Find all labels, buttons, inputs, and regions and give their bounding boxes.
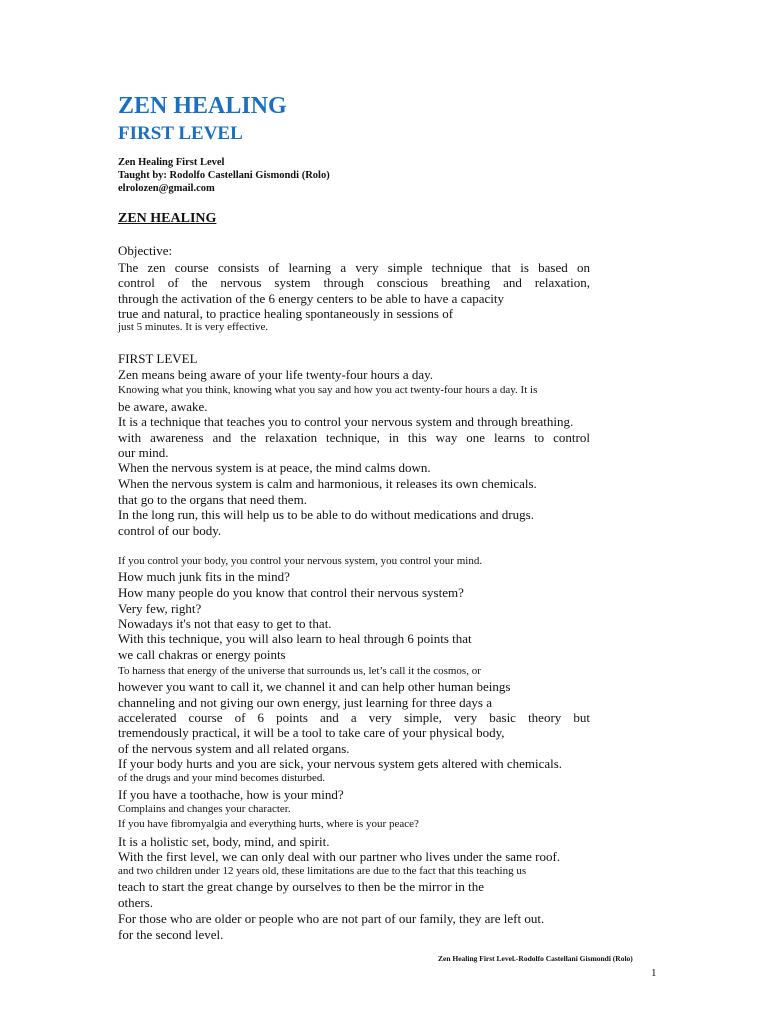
body-line: be aware, awake.	[118, 399, 208, 414]
body-line: for the second level.	[118, 927, 224, 942]
body-line: FIRST LEVEL	[118, 351, 198, 366]
body-line: Nowadays it's not that easy to get to that.	[118, 616, 332, 631]
body-line: channeling and not giving our own energy, just learning for three days a	[118, 695, 493, 710]
body-line: When the nervous system is at peace, the mind calms down.	[118, 460, 431, 475]
body-line: If your body hurts and you are sick, your nervous system gets altered with chemicals.	[118, 756, 563, 771]
body-line: It is a technique that teaches you to control your nervous system and through breathing.	[118, 414, 574, 429]
section-heading: ZEN HEALING	[118, 211, 217, 226]
body-line: For those who are older or people who are not part of our family, they are left out.	[118, 911, 545, 926]
body-line: The zen course consists of learning a very simple technique that is based on	[118, 260, 590, 275]
body-line: we call chakras or energy points	[118, 647, 286, 662]
body-line: Objective:	[118, 243, 173, 258]
body-line: through the activation of the 6 energy centers to be able to have a capacity	[118, 291, 504, 306]
body-line: Zen means being aware of your life twenty-four hours a day.	[118, 367, 434, 382]
body-line: however you want to call it, we channel it and can help other human beings	[118, 679, 511, 694]
body-line: others.	[118, 895, 154, 910]
body-line: In the long run, this will help us to be able to do without medications and drugs.	[118, 507, 534, 522]
body-line: accelerated course of 6 points and a very simple, very basic theory but	[118, 710, 590, 725]
body-line: control of the nervous system through conscious breathing and relaxation,	[118, 275, 590, 290]
body-line: and two children under 12 years old, these limitations are due to the fact that this teaching us	[118, 865, 527, 877]
body-line: of the drugs and your mind becomes disturbed.	[118, 772, 326, 784]
body-line: Knowing what you think, knowing what you say and how you act twenty-four hours a day. It is	[118, 384, 538, 396]
body-line: How many people do you know that control their nervous system?	[118, 585, 464, 600]
body-line: teach to start the great change by ourselves to then be the mirror in the	[118, 879, 485, 894]
body-line: that go to the organs that need them.	[118, 492, 307, 507]
teacher-line: Taught by: Rodolfo Castellani Gismondi (Rolo)	[118, 170, 330, 181]
body-line: our mind.	[118, 445, 169, 460]
body-line: Complains and changes your character.	[118, 803, 291, 815]
page-number: 1	[651, 967, 657, 979]
body-line: of the nervous system and all related organs.	[118, 741, 350, 756]
body-line: true and natural, to practice healing spontaneously in sessions of	[118, 306, 454, 321]
body-line: With the first level, we can only deal with our partner who lives under the same roof.	[118, 849, 561, 864]
contact-email: elrolozen@gmail.com	[118, 183, 215, 194]
body-line: tremendously practical, it will be a tool to take care of your physical body,	[118, 725, 505, 740]
body-line: Very few, right?	[118, 601, 202, 616]
body-line: To harness that energy of the universe that surrounds us, let’s call it the cosmos, or	[118, 665, 481, 677]
body-line: control of our body.	[118, 523, 222, 538]
body-line: If you have a toothache, how is your mind?	[118, 787, 344, 802]
body-line: If you control your body, you control your nervous system, you control your mind.	[118, 555, 483, 567]
body-line: When the nervous system is calm and harmonious, it releases its own chemicals.	[118, 476, 537, 491]
body-line: just 5 minutes. It is very effective.	[118, 321, 269, 333]
page-footer: Zen Healing First Level.-Rodolfo Castellani Gismondi (Rolo)	[438, 954, 633, 963]
page-subtitle: FIRST LEVEL	[118, 123, 243, 144]
body-line: How much junk fits in the mind?	[118, 569, 290, 584]
course-name: Zen Healing First Level	[118, 157, 225, 168]
body-line: If you have fibromyalgia and everything hurts, where is your peace?	[118, 818, 419, 830]
body-line: With this technique, you will also learn to heal through 6 points that	[118, 631, 472, 646]
page-title: ZEN HEALING	[118, 93, 287, 119]
body-line: with awareness and the relaxation technique, in this way one learns to control	[118, 430, 590, 445]
body-line: It is a holistic set, body, mind, and spirit.	[118, 834, 330, 849]
